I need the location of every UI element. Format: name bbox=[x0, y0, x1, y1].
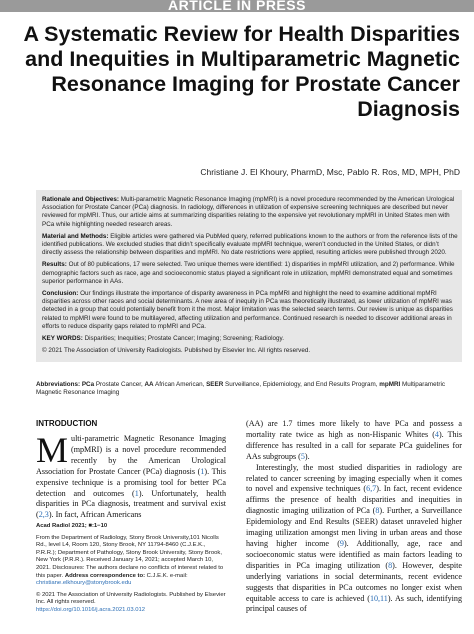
keywords-text: Disparities; Inequities; Prostate Cancer; Imaging; Screening; Radiology. bbox=[84, 335, 284, 343]
drop-cap: M bbox=[36, 430, 69, 470]
intro-text-c: ). Unfortunately, health disparities in PCa diagnosis, treatment and survival exist ( bbox=[36, 488, 226, 520]
abstract-content bbox=[42, 196, 458, 359]
doi-link[interactable]: https://doi.org/10.1016/j.acra.2021.03.012 bbox=[36, 606, 146, 613]
citation-link[interactable]: 6,7 bbox=[366, 484, 377, 494]
right-paragraph-1 bbox=[246, 419, 462, 463]
citation-link[interactable]: 8 bbox=[388, 560, 393, 570]
citation-link[interactable]: 5 bbox=[300, 451, 305, 461]
abstract-keywords bbox=[42, 335, 458, 343]
banner-text: ARTICLE IN PRESS bbox=[168, 0, 306, 13]
article-title: A Systematic Review for Health Disparities and Inequities in Multiparametric Magnetic Resonance Imaging for Prostate Cancer Diagnosis bbox=[23, 22, 460, 121]
methods-text: Eligible articles were gathered via PubMed query, referred publications known to the authors or from the reference lists of the identified publications. We excluded studies that didn’t specifically evaluate mpMRI technique, weren’t conducted in the United States, or didn’t directly assess the relationship between disparities and mpMRI. No date restrictions were applied, resulting articles were published through 2020. bbox=[42, 232, 458, 257]
abstract-methods bbox=[42, 233, 458, 258]
citation-link[interactable]: 10,11 bbox=[369, 593, 388, 603]
journal-citation: Acad Radiol 2021; ■:1−10 bbox=[36, 523, 108, 529]
abbr-mpmri-text: Multiparametric Magnetic Resonance Imaging bbox=[36, 381, 446, 397]
abbr-seer: SEER bbox=[206, 381, 224, 388]
abbr-aa-text: African American, bbox=[153, 381, 207, 388]
abstract-conclusion bbox=[42, 290, 458, 331]
results-label: Results: bbox=[42, 261, 67, 269]
footnote-copyright bbox=[36, 592, 226, 615]
citation-link[interactable]: 9 bbox=[339, 538, 344, 548]
abstract-box bbox=[36, 190, 462, 362]
author-line: Christiane J. El Khoury, PharmD, Msc, Pablo R. Ros, MD, MPH, PhD bbox=[200, 167, 460, 177]
conclusion-text: Our findings illustrate the importance of disparity awareness in PCa mpMRI and highlight the need to examine additional mpMRI disparities across other races and social determinants. A new area of inequity in PCa was theoretically illustrated, as lower utilization of mpMRI was detected in a group that could potentially benefit from it the most. Major limitation was the selected search terms. Our review is unique as disparities related to mpMRI were found to be multilayered, affecting utilization and performance. Continued research is needed to discover additional areas in efforts to reduce disparity gaps related to mpMRI and PCa. bbox=[42, 290, 453, 330]
affiliation-text: From the Department of Radiology, Stony Brook University,101 Nicolls Rd., level L4, Room 120, Stony Brook, NY 11794-8460 (C.J.E.K., P.R.R.); Department of Pathology, Stony Brook University, Stony Brook, New York (P.R.R.). Received January 14, 2021; accepted March 10, 2021. Disclosures: The authors declare no conflicts of interest related to this paper. bbox=[36, 534, 224, 579]
right-column bbox=[246, 419, 462, 615]
right-text: ). bbox=[304, 451, 310, 461]
citation-link[interactable]: 1 bbox=[134, 488, 139, 498]
left-column bbox=[36, 419, 226, 521]
conclusion-label: Conclusion: bbox=[42, 290, 79, 298]
right-text: ). In fact, recent evidence affirms the presence of health disparities and inequities in diagnostic imaging utilization of PCa ( bbox=[246, 484, 462, 516]
right-text: ). As such, identifying principal causes of bbox=[246, 593, 462, 614]
abstract-results bbox=[42, 261, 458, 286]
abbr-pca: PCa bbox=[81, 381, 95, 388]
intro-text-a: ulti-parametric Magnetic Resonance Imaging (mpMRI) is a novel procedure recommended recently by the American Urological Association for Prostate Cancer (PCa) diagnosis ( bbox=[36, 434, 226, 476]
email-link[interactable]: christiane.elkhoury@stonybrook.edu bbox=[36, 580, 132, 587]
footnote-copyright-text: © 2021 The Association of University Radiologists. Published by Elsevier Inc. All rights reserved. bbox=[36, 591, 226, 606]
keywords-label: KEY WORDS: bbox=[42, 335, 83, 343]
abstract-copyright: © 2021 The Association of University Radiologists. Published by Elsevier Inc. All rights reserved. bbox=[42, 347, 311, 355]
rationale-label: Rationale and Objectives: bbox=[42, 196, 119, 203]
citation-link[interactable]: 8 bbox=[375, 506, 380, 516]
citation-link[interactable]: 1 bbox=[200, 466, 205, 476]
right-text: ). Additionally, age, race and socioeconomic status were identified as main factors leading to disparities in PCa imaging utilization ( bbox=[246, 538, 462, 570]
methods-label: Material and Methods: bbox=[42, 232, 109, 240]
abstract-rationale bbox=[42, 196, 458, 229]
abbr-pca-text: Prostate Cancer, bbox=[94, 381, 145, 388]
citation-link[interactable]: 2,3 bbox=[38, 510, 49, 520]
introduction-paragraph bbox=[36, 430, 226, 521]
intro-text-b: ). This expensive technique is a promising tool for better PCa detection and outcomes ( bbox=[36, 466, 226, 498]
correspondence-text: C.J.E.K. e-mail: bbox=[145, 572, 188, 579]
abbr-aa: AA bbox=[144, 381, 154, 388]
abbr-seer-text: Surveillance, Epidemiology, and End Results Program, bbox=[223, 381, 380, 388]
introduction-heading: INTRODUCTION bbox=[36, 419, 98, 428]
abbr-mpmri: mpMRI bbox=[379, 381, 401, 388]
intro-text-d: ). In fact, African Americans bbox=[48, 510, 142, 520]
article-in-press-banner bbox=[0, 0, 474, 12]
abbreviations-label: Abbreviations: bbox=[36, 381, 81, 388]
results-text: Out of 80 publications, 17 were selected. Two unique themes were identified: 1) disparities in mpMRI utilization, and 2) performance. While demographic factors such as race, age and socioeconomic status played a significant role in utilization, mpMRI demonstrated equal and sometimes superior performance in AAs. bbox=[42, 261, 455, 285]
footnotes bbox=[36, 523, 226, 619]
right-text: (AA) are 1.7 times more likely to have PCa and possess a mortality rate twice as high as non-Hispanic Whites ( bbox=[246, 419, 462, 439]
citation-link[interactable]: 4 bbox=[434, 429, 439, 439]
right-text: ). Further, a Surveillance Epidemiology and End Results (SEER) dataset unraveled higher imaging utilization amongst men living in urban areas and those having higher income ( bbox=[246, 506, 462, 548]
right-paragraph-2 bbox=[246, 463, 462, 616]
affiliation-note bbox=[36, 535, 226, 588]
rationale-text: Multi-parametric Magnetic Resonance Imaging (mpMRI) is a novel procedure recommended by the American Urological Association for Prostate Cancer (PCa) diagnosis. In radiology, differences in utilization of expensive screening techniques are described but never reviewed for mpMRI. Thus, our article aims at summarizing disparities relating to the expensive yet revolutionary mpMRI in United States men with PCa while highlighting needed research areas. bbox=[42, 196, 455, 228]
right-text: ). This difference has resulted in a call for separate PCa guidelines for AAs subgroups ( bbox=[246, 429, 462, 461]
abbreviations bbox=[36, 381, 462, 397]
right-text: Interestingly, the most studied disparities in radiology are related to cancer screening by imaging especially when it comes to novel and expensive techniques ( bbox=[246, 462, 462, 494]
right-text: ). However, despite underlying variations in social determinants, recent evidence suggests that disparities in PCa outcomes no longer exist when equitable access to care is achieved ( bbox=[246, 560, 462, 603]
correspondence-label: Address correspondence to: bbox=[64, 572, 146, 579]
